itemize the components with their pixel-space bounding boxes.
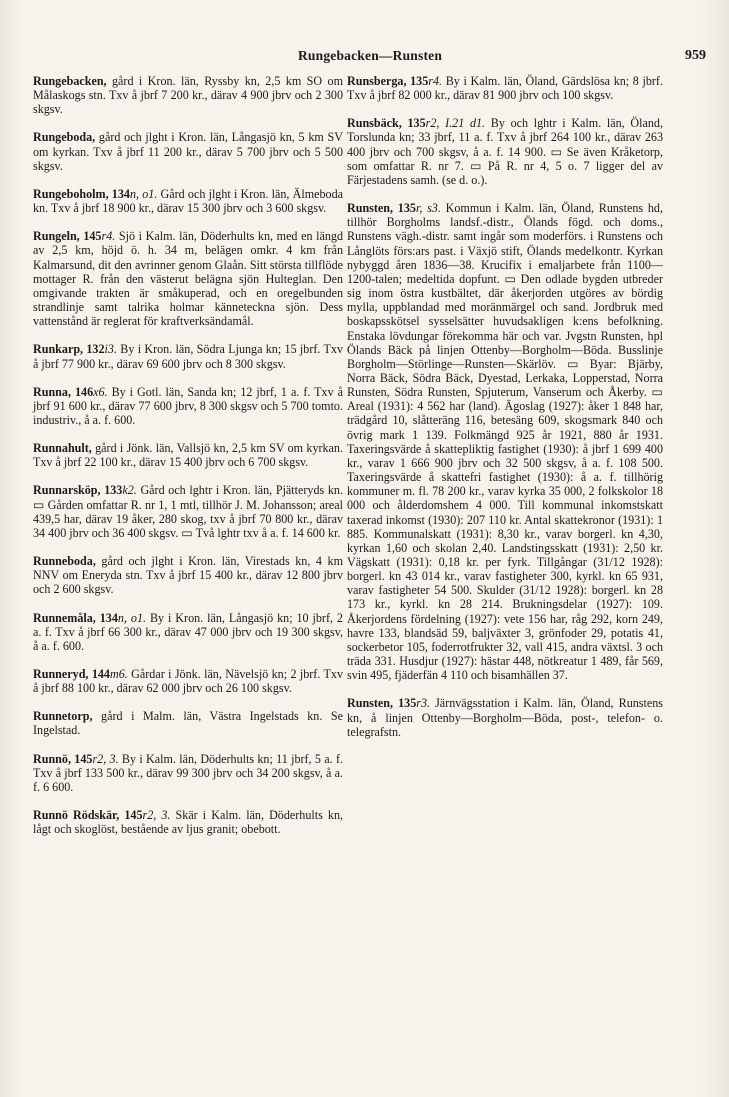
entry-headword: Rungeboda, — [33, 130, 96, 145]
entry-headword: Runnemåla, 134 — [33, 610, 118, 625]
entry-text: By i Kron. län, Södra Ljunga kn; 15 jbrf. Txv å jbrf 77 900 kr., därav 69 600 jbrv och 8 300 skgsv. — [33, 342, 343, 371]
entry-text: Gårdar i Jönk. län, Nävelsjö kn; 2 jbrf. Txv å jbrf 88 100 kr., därav 62 000 jbrv och 26 100 skgsv. — [33, 667, 343, 696]
running-head-title: Rungebacken—Runsten — [297, 48, 443, 63]
entry-headword: Runsten, 135 — [347, 696, 417, 711]
entry-text: gård och jlght i Kron. län, Långasjö kn, 5 km SV om kyrkan. Txv å jbrf 11 200 kr., därav 5 700 jbrv och 5 500 skgsv. — [33, 130, 343, 173]
entry — [33, 187, 343, 215]
entry-text: By i Gotl. län, Sanda kn; 12 jbrf, 1 a. f. Txv å jbrf 91 600 kr., därav 77 600 jbrv, 8 300 skgsv och 5 700 tomto. industriv., å a. f. 600. — [33, 384, 343, 427]
entry — [33, 483, 343, 540]
entry-text: gård i Jönk. län, Vallsjö kn, 2,5 km SV om kyrkan. Txv å jbrf 22 100 kr., därav 15 400 jbrv och 6 700 skgsv. — [33, 441, 343, 470]
entry-headword: Runneryd, 144 — [33, 667, 110, 681]
left-column — [33, 74, 343, 850]
map-reference: r3. — [416, 696, 431, 711]
entry — [33, 342, 343, 370]
entry-headword: Rungeboholm, 134 — [33, 186, 130, 201]
entry — [33, 74, 343, 116]
map-reference: m6. — [109, 667, 128, 681]
entry — [33, 667, 343, 695]
entry-headword: Rungeln, 145 — [33, 229, 102, 244]
entry-text: Järnvägsstation i Kalm. län, Öland, Runstens kn, å linjen Ottenby—Borgholm—Böda, post-, telefon- o. telegrafstn. — [347, 696, 663, 739]
map-reference: x6. — [93, 384, 108, 399]
map-reference: k2. — [122, 483, 137, 498]
entry — [33, 130, 343, 172]
entry — [33, 229, 343, 328]
entry-text: Kommun i Kalm. län, Öland, Runstens hd, tillhör Borgholms landsf.-distr., Ölands fögd. och doms., Runstens vägh.-distr. samt ingår som moderförs. i Runstens och Långlöts förs:ars past. i Växjö stift, Ölands medelkontr. Kyrkan nybyggd åren 1836—38. Krucifix i emaljarbete från 1100—1200-talen; medeltida dopfunt. ▭ Den odlade bygden utbreder sig inom östra kustbältet, där åkerjorden utgöres av bördig mylla, uppblandad med moränmärgel och sand. Jordbruk med boskapsskötsel sysselsätter huvudsakligen k:ens befolkning. Enstaka lövdungar förekomma här och var. Jvgstn Runsten, hpl Ölands Bäck på linjen Ottenby—Borgholm—Böda. Busslinje Borgholm—Störlinge—Runsten—Skärlöv. ▭ Byar: Bjärby, Norra Bäck, Södra Bäck, Dyestad, Lerkaka, Lopperstad, Norra Runsten, Södra Runsten, Spjuterum, Vanserum och Åkerby. ▭ Areal (1931): 4 562 har (land). Ägoslag (1927): åker 1 848 har, trädgård 10, slåtteräng 116, betesäng 609, skogsmark 840 och övrig mark 1 139. Folkmängd 925 år 1921, 880 år 1931. Taxeringsvärde å skattepliktig fastighet (1930): å jbrf 1 699 400 kr., varav 1 666 900 jbrv och 32 500 skgsv, å a. f. 108 500. Taxeringsvärde å skattefri fastighet (1930): å a. f. tillhörig kommuner m. fl. 78 200 kr., varav kyrka 35 000, 2 folkskolor 18 000 och ålderdomshem 4 000. Till kommunal inkomstskatt taxerad inkomst (1930): 207 110 kr. Antal skattekronor (1931): 1 885. Kommunalskatt (1931): 8,30 kr., varav borgerl. kn 4,30, kyrkan 1,60 och skolan 2,40. Landstingsskatt (1931): 2,50 kr. Vägskatt (1931): 0,18 kr. per fyrk. Tillgångar (31/12 1928): borgerl. kn 43 014 kr., varav fastigheter 300, kyrkl. kn 65 931, varav fastigheter 54 500. Skulder (31/12 1928): borgerl. kn 28 173 kr., kyrkl. kn 28 214. Brukningsdelar (1927): 109. Åkerjordens fördelning (1927): vete 156 har, råg 292, korn 249, havre 133, blandsäd 59, baljväxter 3, grönfoder 29, potatis 41, sockerbetor 105, foderrotfrukter 32, vall 415, andra växtsl. 3 och träda 331. Husdjur (1927): hästar 448, nötkreatur 1 489, får 569, svin 495, fjäderfän 4 110 och bisamhällen 37. — [347, 201, 664, 683]
entry — [33, 752, 343, 794]
map-reference: r4. — [428, 74, 443, 88]
entry — [347, 74, 663, 102]
entry — [33, 611, 343, 653]
entry-headword: Runsberga, 135 — [347, 74, 429, 88]
entry — [347, 116, 663, 187]
map-reference: r, s3. — [415, 201, 441, 216]
map-reference: i3. — [104, 342, 117, 357]
entry-text: gård och jlght i Kron. län, Virestads kn, 4 km NNV om Eneryda stn. Txv å jbrf 15 400 kr., därav 12 800 jbrv och 2 600 skgsv. — [33, 554, 343, 597]
entry-headword: Runnetorp, — [33, 709, 93, 724]
entry-headword: Runna, 146 — [33, 384, 94, 399]
entry-text: By i Kron. län, Långasjö kn; 10 jbrf, 2 a. f. Txv å jbrf 66 300 kr., därav 47 000 jbrv och 19 300 skgsv, å a. f. 600. — [33, 610, 343, 653]
map-reference: r2, 3. — [92, 751, 119, 766]
map-reference: n, o1. — [117, 610, 147, 625]
entry — [33, 709, 343, 737]
entry-headword: Runnö Rödskär, 145 — [33, 808, 143, 823]
entry — [33, 808, 343, 836]
entry-headword: Runnahult, — [33, 441, 92, 456]
entry-text: Sjö i Kalm. län, Döderhults kn, med en längd av 2,5 km, höjd ö. h. 34 m, belägen omkr. 4 km från Kalmarsund, dit den avrinner genom Glaån. Sitt största tillflöde mottager R. från den västerut belägna sjön Hulteglan. Den omgivande trakten är småkuperad, och en oregelbunden strandlinje samt talrika holmar känneteckna sjön. Dess vattenstånd är reglerat för kraftverksändamål. — [33, 229, 344, 329]
entry-text: By och lghtr i Kalm. län, Öland, Torslunda kn; 33 jbrf, 11 a. f. Txv å jbrf 264 100 kr., därav 263 400 jbrv och 700 skgsv, å a. f. 14 900. ▭ Se även Kråketorp, som omfattar R. nr 7. ▭ På R. nr 4, 5 o. 7 ligger del av Färjestadens samh. (se d. o.). — [347, 116, 663, 187]
entry-headword: Rungebacken, — [33, 74, 107, 88]
entry — [347, 201, 663, 682]
page-number: 959 — [685, 48, 706, 63]
map-reference: n, o1. — [129, 186, 158, 201]
entry — [33, 385, 343, 427]
entry-text: Gård och jlght i Kron. län, Älmeboda kn. Txv å jbrf 18 900 kr., därav 15 300 jbrv och 3 600 skgsv. — [33, 186, 343, 216]
entry — [347, 696, 663, 738]
entry-text: gård i Malm. län, Västra Ingelstads kn. Se Ingelstad. — [33, 709, 343, 738]
entry-text: Skär i Kalm. län, Döderhults kn, lågt och skoglöst, bestående av ljus granit; obebott. — [33, 808, 344, 837]
entry-headword: Runnarsköp, 133 — [33, 483, 123, 498]
entry-text: Gård och lghtr i Kron. län, Pjätteryds kn. ▭ Gården omfattar R. nr 1, 1 mtl, tillhör J. M. Johansson; areal 439,5 har, därav 19 åker, 280 skog, txv å jbrf 70 800 kr., därav 34 400 jbrv och 36 400 skgsv. ▭ Två lghtr txv å a. f. 14 600 kr. — [33, 483, 343, 540]
entry-headword: Runneboda, — [33, 554, 96, 569]
entry-text: gård i Kron. län, Ryssby kn, 2,5 km SO om Målaskogs stn. Txv å jbrf 7 200 kr., därav 4 900 jbrv och 2 300 skgsv. — [33, 74, 343, 117]
entry-headword: Runsten, 135 — [347, 201, 416, 216]
running-header — [30, 48, 710, 68]
entry-headword: Runnö, 145 — [33, 751, 93, 766]
map-reference: r4. — [101, 229, 116, 244]
map-reference: r2, I.21 d1. — [425, 116, 486, 131]
entry-text: By i Kalm. län, Döderhults kn; 11 jbrf, 5 a. f. Txv å jbrf 133 500 kr., därav 99 300 jbrv och 34 200 skgsv, å a. f. 6 600. — [33, 751, 343, 794]
entry-headword: Runkarp, 132 — [33, 342, 105, 357]
entry — [33, 554, 343, 596]
entry — [33, 441, 343, 469]
map-reference: r2, 3. — [142, 808, 171, 823]
entry-headword: Runsbäck, 135 — [347, 116, 426, 131]
right-column — [347, 74, 663, 753]
entry-text: By i Kalm. län, Öland, Gärdslösa kn; 8 jbrf. Txv å jbrf 82 000 kr., därav 81 900 jbrv och 100 skgsv. — [347, 74, 663, 103]
